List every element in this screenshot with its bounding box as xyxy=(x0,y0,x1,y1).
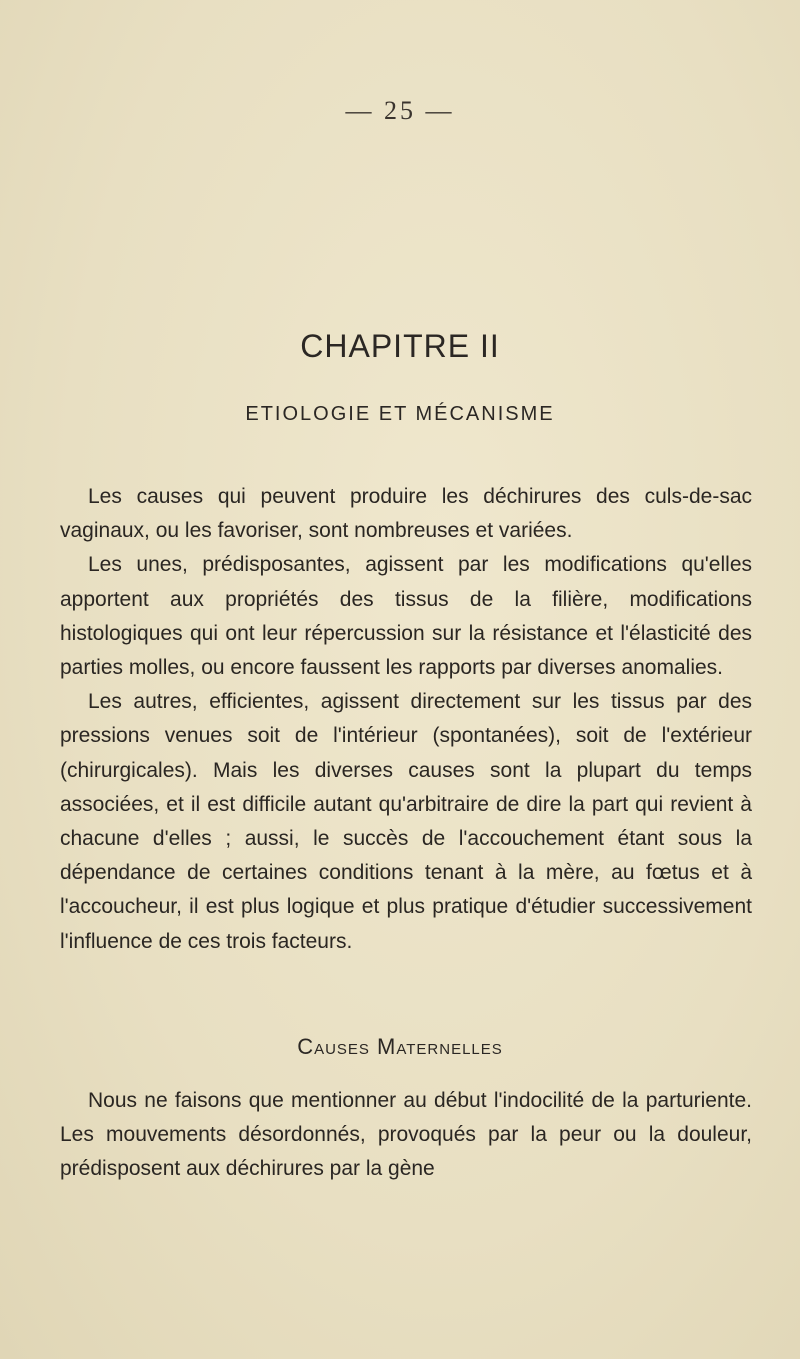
paragraph: Les causes qui peuvent produire les déchirures des culs-de-sac vaginaux, ou les favoriser, sont nombreuses et variées. xyxy=(60,485,752,543)
paragraph: Les autres, efficientes, agissent directement sur les tissus par des pressions venues soit de l'intérieur (spontanées), soit de l'extérieur (chirurgicales). Mais les diverses causes sont la plupart du temps associées, et il est difficile autant qu'arbitraire de dire la part qui revient à chacune d'elles ; aussi, le succès de l'accouchement étant sous la dépendance de certaines conditions tenant à la mère, au fœtus et à l'accoucheur, il est plus logique et plus pratique d'étudier successivement l'influence de ces trois facteurs. xyxy=(60,690,752,953)
section-title-text: Causes Maternelles xyxy=(297,1034,503,1059)
section-title xyxy=(0,1034,800,1060)
paragraph: Nous ne faisons que mentionner au début l'indocilité de la parturiente. Les mouvements désordonnés, provoqués par la peur ou la douleur, prédisposent aux déchirures par la gène xyxy=(60,1089,752,1181)
page-number: — 25 — xyxy=(345,96,455,125)
chapter-subtitle: ETIOLOGIE ET MÉCANISME xyxy=(245,403,555,425)
section-body-text xyxy=(60,1084,752,1187)
body-text xyxy=(60,480,752,959)
chapter-title: CHAPITRE II xyxy=(300,328,500,364)
paragraph: Les unes, prédisposantes, agissent par les modifications qu'elles apportent aux propriétés des tissus de la filière, modifications histologiques qui ont leur répercussion sur la résistance et l'élasticité des parties molles, ou encore faussent les rapports par diverses anomalies. xyxy=(60,553,752,680)
